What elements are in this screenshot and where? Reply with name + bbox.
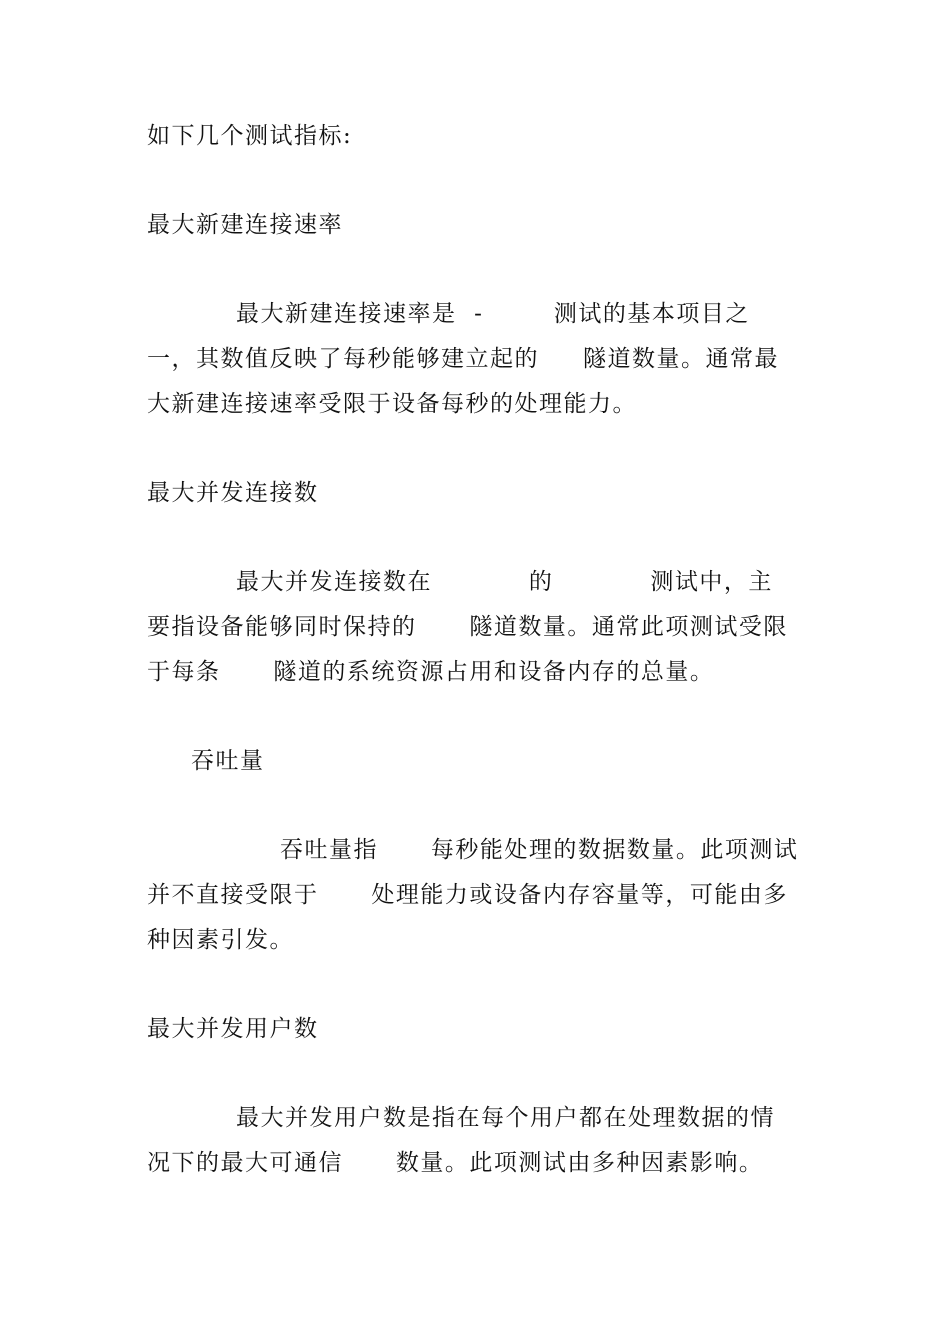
- section-heading-concurrent-users: 最大并发用户数: [147, 1016, 319, 1042]
- paragraph-line: 吞吐量指 每秒能处理的数据数量。此项测试: [280, 837, 799, 863]
- paragraph-line: 要指设备能够同时保持的 隧道数量。通常此项测试受限: [147, 614, 788, 640]
- paragraph-line: 并不直接受限于 处理能力或设备内存容量等，可能由多: [147, 882, 788, 908]
- paragraph-line: 最大并发连接数在 的 测试中，主: [236, 569, 773, 595]
- intro-line: 如下几个测试指标:: [147, 123, 353, 149]
- paragraph-line: 于每条 隧道的系统资源占用和设备内存的总量。: [147, 659, 715, 685]
- paragraph-line: 况下的最大可通信 数量。此项测试由多种因素影响。: [147, 1150, 764, 1176]
- section-heading-new-connection-rate: 最大新建连接速率: [147, 212, 343, 238]
- paragraph-line: 一，其数值反映了每秒能够建立起的 隧道数量。通常最: [147, 346, 780, 372]
- paragraph-line: 种因素引发。: [147, 927, 294, 953]
- section-heading-throughput: 吞吐量: [191, 748, 265, 774]
- section-heading-concurrent-connections: 最大并发连接数: [147, 480, 319, 506]
- paragraph-line: 最大并发用户数是指在每个用户都在处理数据的情: [236, 1105, 775, 1131]
- paragraph-line: 大新建连接速率受限于设备每秒的处理能力。: [147, 391, 637, 417]
- paragraph-line: 最大新建连接速率是 - 测试的基本项目之: [236, 301, 750, 327]
